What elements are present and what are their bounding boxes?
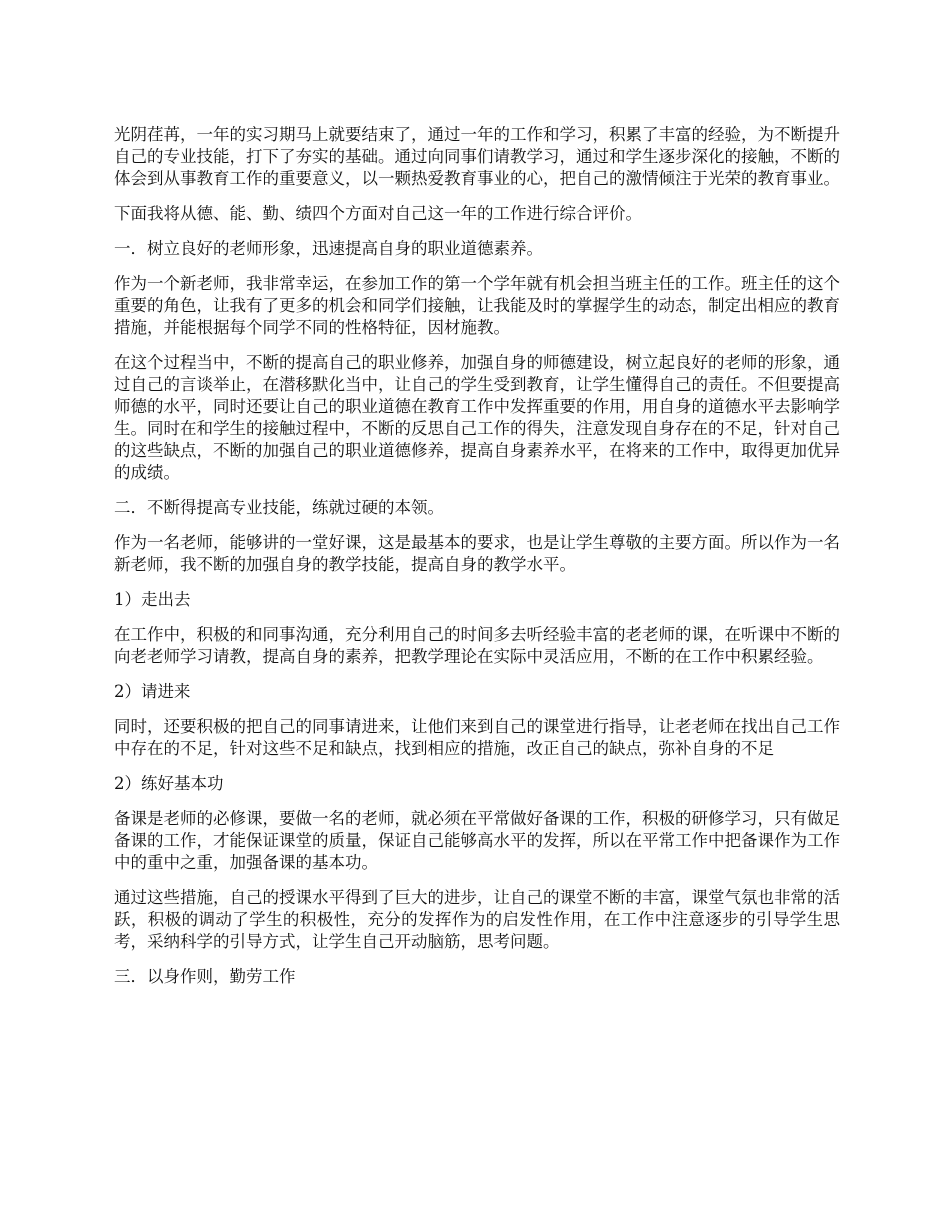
intro-paragraph: 光阴荏苒，一年的实习期马上就要结束了，通过一年的工作和学习，积累了丰富的经验，为不断提升自己的专业技能，打下了夯实的基础。通过向同事们请教学习，通过和学生逐步深化的接触，不断的体会到从事教育工作的重要意义，以一颗热爱教育事业的心，把自己的激情倾注于光荣的教育事业。 bbox=[114, 125, 840, 188]
body-paragraph: 同时，还要积极的把自己的同事请进来，让他们来到自己的课堂进行指导，让老老师在找出自己工作中存在的不足，针对这些不足和缺点，找到相应的措施，改正自己的缺点，弥补自身的不足 bbox=[114, 717, 840, 758]
body-paragraph: 备课是老师的必修课，要做一名的老师，就必须在平常做好备课的工作，积极的研修学习，只有做足备课的工作，才能保证课堂的质量，保证自己能够高水平的发挥，所以在平常工作中把备课作为工作中的重中之重，加强备课的基本功。 bbox=[114, 809, 840, 872]
overview-paragraph: 下面我将从德、能、勤、绩四个方面对自己这一年的工作进行综合评价。 bbox=[114, 204, 642, 223]
body-paragraph: 在这个过程当中，不断的提高自己的职业修养，加强自身的师德建设，树立起良好的老师的形象，通过自己的言谈举止，在潜移默化当中，让自己的学生受到教育，让学生懂得自己的责任。不但要提高师德的水平，同时还要让自己的职业道德在教育工作中发挥重要的作用，用自身的道德水平去影响学生。同时在和学生的接触过程中，不断的反思自己工作的得失，注意发现自身存在的不足，针对自己的这些缺点，不断的加强自己的职业道德修养，提高自身素养水平，在将来的工作中，取得更加优异的成绩。 bbox=[114, 353, 840, 482]
section-heading-1: 一．树立良好的老师形象，迅速提高自身的职业道德素养。 bbox=[114, 239, 543, 258]
section-heading-2: 二．不断得提高专业技能，练就过硬的本领。 bbox=[114, 498, 444, 517]
body-paragraph: 在工作中，积极的和同事沟通，充分利用自己的时间多去听经验丰富的老老师的课，在听课中不断的向老老师学习请教，提高自身的素养，把教学理论在实际中灵活应用，不断的在工作中积累经验。 bbox=[114, 625, 840, 666]
subheading-go-out: 1）走出去 bbox=[114, 590, 191, 609]
document-body bbox=[114, 124, 840, 1001]
subheading-invite-in: 2）请进来 bbox=[114, 682, 191, 701]
body-paragraph: 通过这些措施，自己的授课水平得到了巨大的进步，让自己的课堂不断的丰富，课堂气氛也非常的活跃，积极的调动了学生的积极性，充分的发挥作为的启发性作用，在工作中注意逐步的引导学生思考，采纳科学的引导方式，让学生自己开动脑筋，思考问题。 bbox=[114, 888, 840, 951]
body-paragraph: 作为一个新老师，我非常幸运，在参加工作的第一个学年就有机会担当班主任的工作。班主任的这个重要的角色，让我有了更多的机会和同学们接触，让我能及时的掌握学生的动态，制定出相应的教育措施，并能根据每个同学不同的性格特征，因材施教。 bbox=[114, 274, 840, 337]
subheading-basic-skills: 2）练好基本功 bbox=[114, 774, 224, 793]
section-heading-3: 三．以身作则，勤劳工作 bbox=[114, 967, 296, 986]
body-paragraph: 作为一名老师，能够讲的一堂好课，这是最基本的要求，也是让学生尊敬的主要方面。所以作为一名新老师，我不断的加强自身的教学技能，提高自身的教学水平。 bbox=[114, 533, 840, 574]
